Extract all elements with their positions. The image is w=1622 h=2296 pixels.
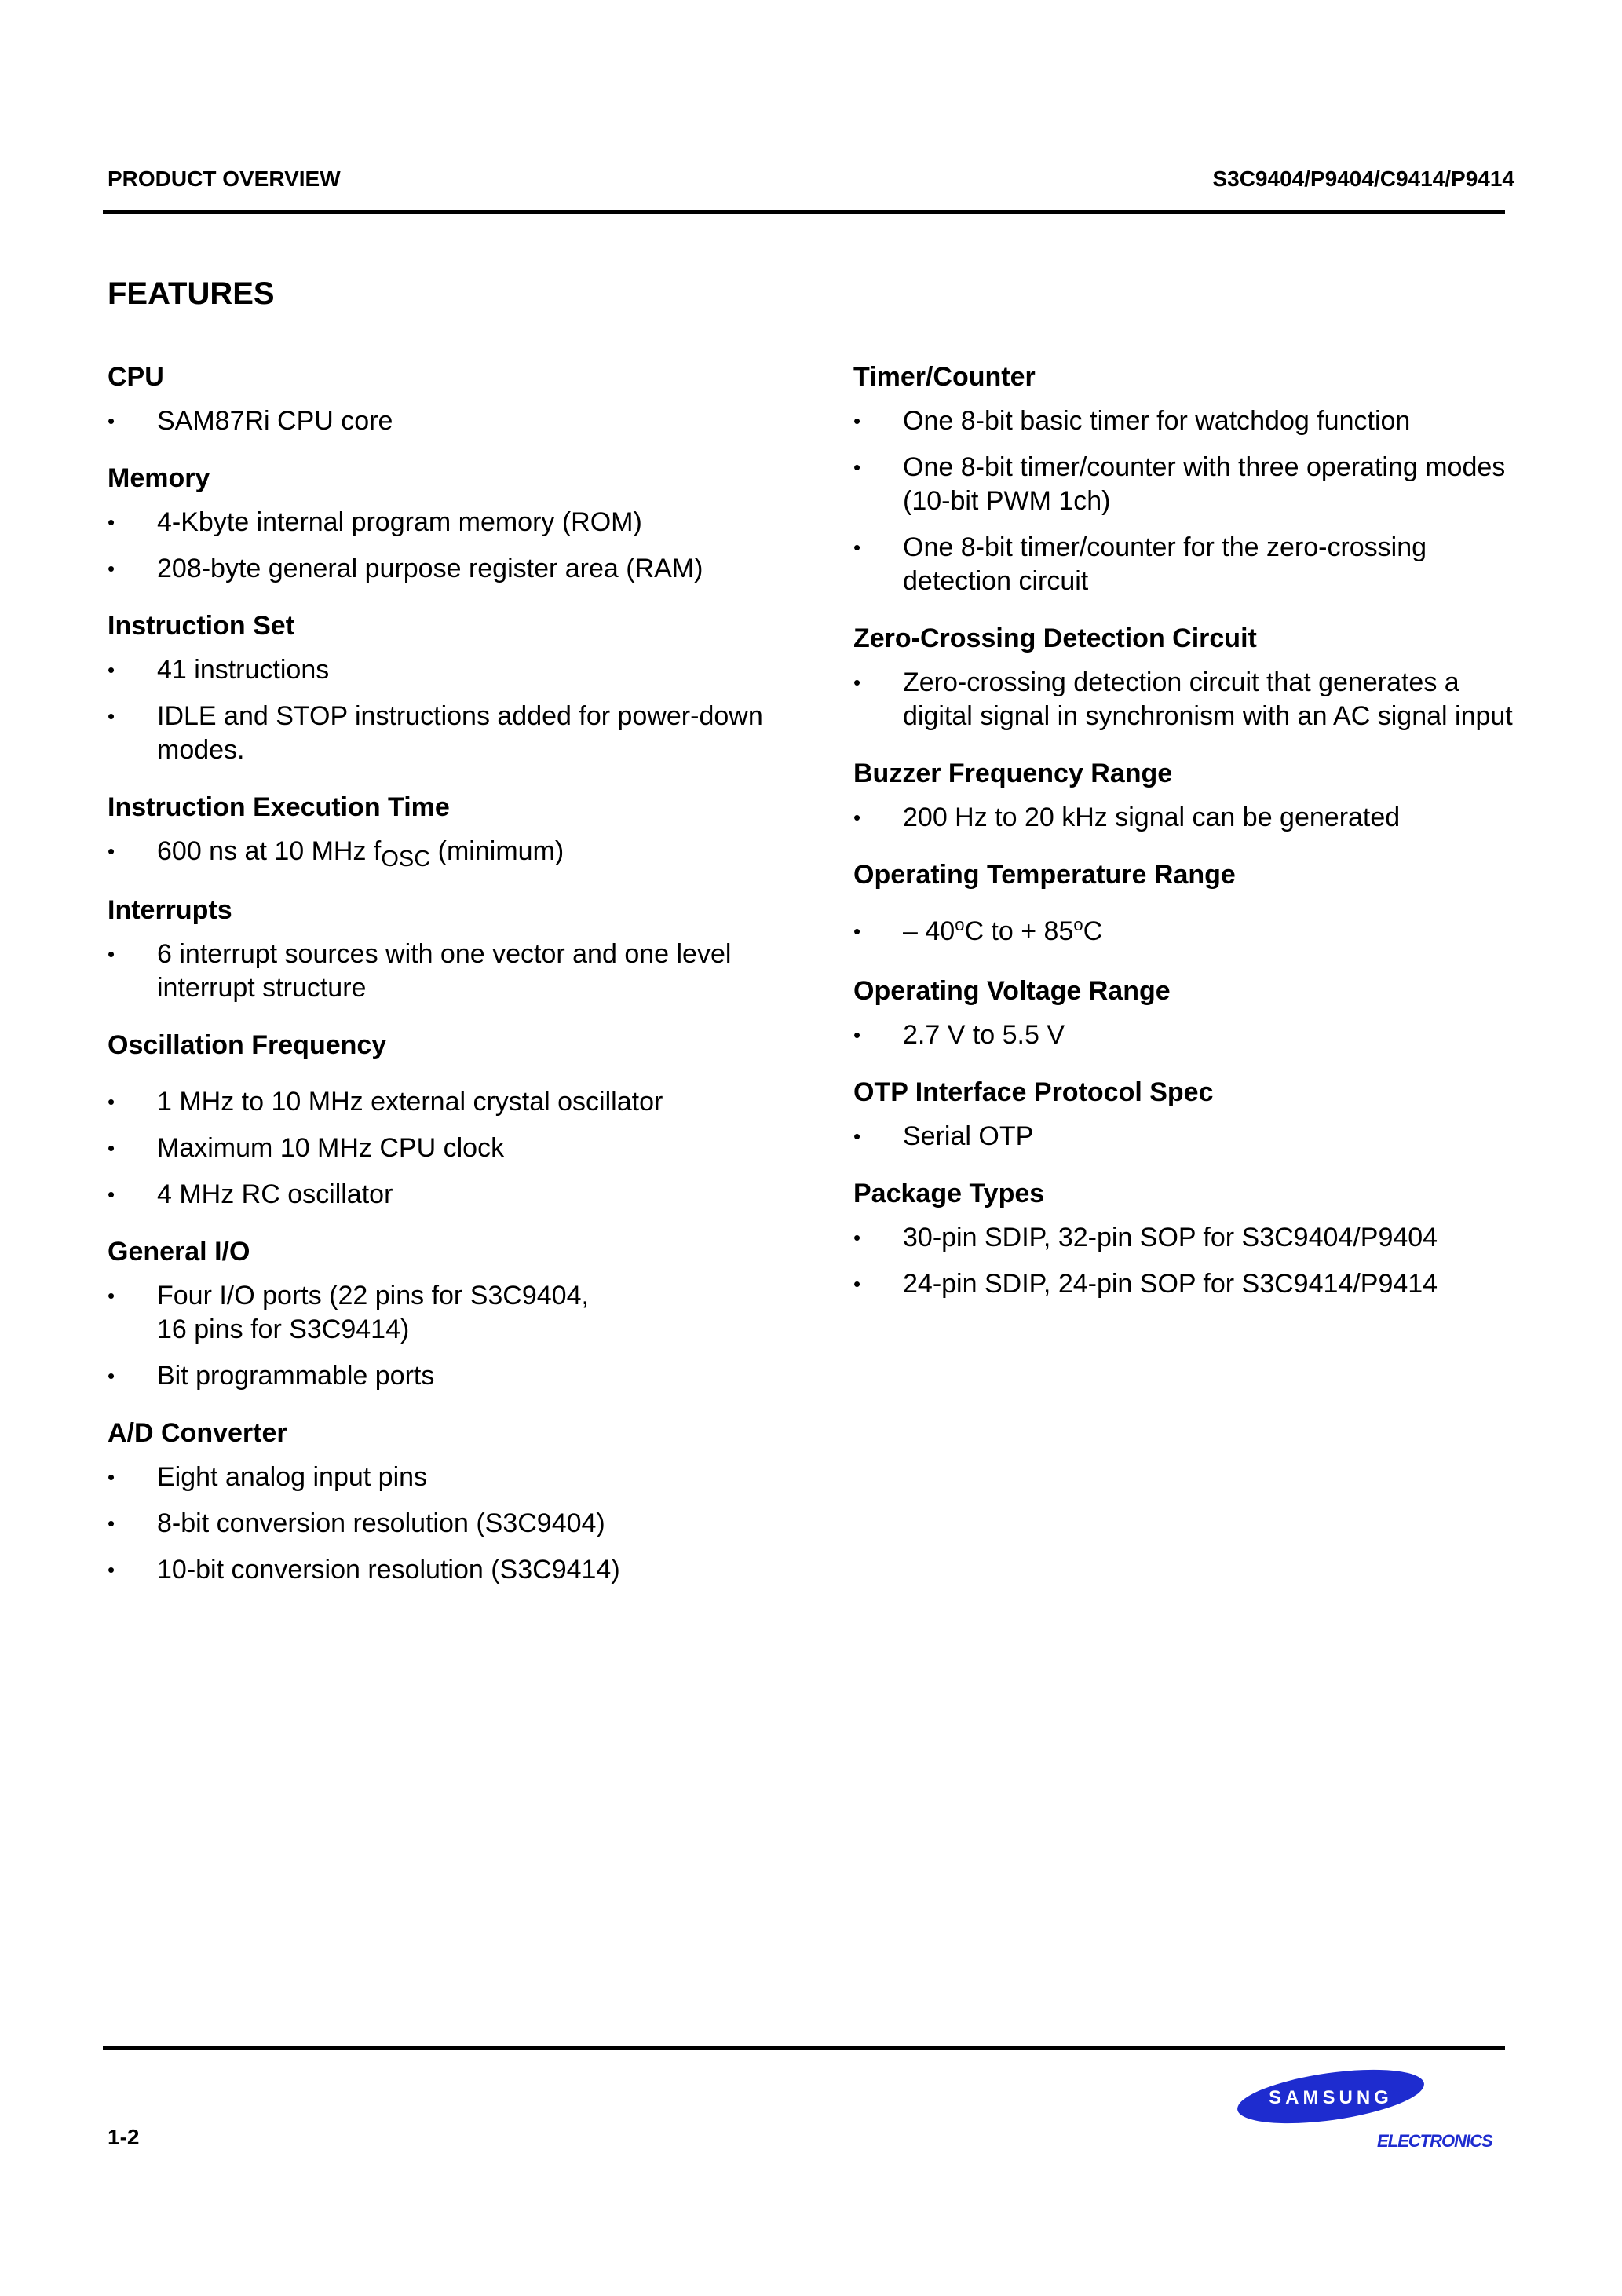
left-column	[108, 360, 798, 1610]
list-item: • One 8-bit timer/counter with three operating modes (10-bit PWM 1ch)	[853, 451, 1513, 518]
temp-low: – 40	[903, 916, 955, 946]
section-otp	[853, 1076, 1513, 1153]
list-item: • 4 MHz RC oscillator	[108, 1178, 798, 1212]
list-item: • SAM87Ri CPU core	[108, 404, 798, 438]
header-part-numbers: S3C9404/P9404/C9414/P9414	[1212, 166, 1514, 191]
section-package	[853, 1177, 1513, 1301]
section-voltage	[853, 974, 1513, 1052]
osc-subscript: OSC	[381, 846, 431, 872]
list-item: • 30-pin SDIP, 32-pin SOP for S3C9404/P9404	[853, 1221, 1513, 1255]
section-buzzer	[853, 757, 1513, 835]
section-interrupts	[108, 894, 798, 1005]
list-item	[108, 835, 798, 870]
list-item: • 24-pin SDIP, 24-pin SOP for S3C9414/P9414	[853, 1267, 1513, 1301]
list-item: • 208-byte general purpose register area (RAM)	[108, 552, 798, 586]
section-heading: OTP Interface Protocol Spec	[853, 1077, 1214, 1107]
io-line-2: 16 pins for S3C9414)	[157, 1314, 410, 1344]
list-item: • 1 MHz to 10 MHz external crystal oscillator	[108, 1085, 798, 1119]
header-rule	[103, 210, 1505, 214]
exec-time-suffix: (minimum)	[430, 836, 564, 866]
section-memory	[108, 462, 798, 586]
section-temperature	[853, 858, 1513, 951]
section-oscillation	[108, 1029, 798, 1212]
temp-high: C to + 85	[964, 916, 1074, 946]
section-heading: Instruction Execution Time	[108, 792, 450, 822]
list-item	[108, 1279, 798, 1347]
section-adc	[108, 1417, 798, 1587]
section-heading: Oscillation Frequency	[108, 1030, 387, 1060]
list-item	[853, 915, 1513, 951]
list-item: • 200 Hz to 20 kHz signal can be generated	[853, 801, 1513, 835]
list-item: • Zero-crossing detection circuit that generates a digital signal in synchronism with an AC signal input	[853, 666, 1513, 733]
list-item: • One 8-bit basic timer for watchdog function	[853, 404, 1513, 438]
section-heading: Operating Temperature Range	[853, 860, 1236, 890]
list-item: • Maximum 10 MHz CPU clock	[108, 1132, 798, 1165]
section-heading: Package Types	[853, 1179, 1045, 1208]
section-heading: Timer/Counter	[853, 362, 1036, 392]
degree-symbol: o	[955, 915, 965, 934]
logo-subtitle: ELECTRONICS	[1377, 2131, 1492, 2151]
page-title: FEATURES	[108, 276, 275, 311]
list-item: • Bit programmable ports	[108, 1359, 798, 1393]
section-general-io	[108, 1235, 798, 1393]
section-heading: Buzzer Frequency Range	[853, 759, 1173, 788]
samsung-logo	[1233, 2065, 1429, 2128]
list-item: • Eight analog input pins	[108, 1461, 798, 1494]
section-heading: Operating Voltage Range	[853, 976, 1171, 1006]
section-zero-crossing	[853, 622, 1513, 733]
section-heading: Interrupts	[108, 895, 232, 925]
temp-unit: C	[1083, 916, 1103, 946]
section-heading: Instruction Set	[108, 611, 295, 641]
io-line-1: Four I/O ports (22 pins for S3C9404,	[157, 1281, 589, 1311]
list-item: • 2.7 V to 5.5 V	[853, 1018, 1513, 1052]
list-item: • 8-bit conversion resolution (S3C9404)	[108, 1507, 798, 1541]
section-heading: A/D Converter	[108, 1418, 287, 1448]
page-header	[108, 166, 1514, 192]
right-column	[853, 360, 1513, 1325]
page-number: 1-2	[108, 2125, 140, 2149]
list-item: • 6 interrupt sources with one vector and one level interrupt structure	[108, 938, 798, 1005]
section-heading: General I/O	[108, 1237, 250, 1267]
list-item: • Serial OTP	[853, 1120, 1513, 1153]
section-heading: Memory	[108, 463, 210, 493]
list-item: • 10-bit conversion resolution (S3C9414)	[108, 1553, 798, 1587]
list-item: • 41 instructions	[108, 653, 798, 687]
header-section-title: PRODUCT OVERVIEW	[108, 166, 341, 191]
logo-text: SAMSUNG	[1269, 2087, 1393, 2108]
section-cpu	[108, 360, 798, 438]
section-instruction-set	[108, 609, 798, 767]
section-timer	[853, 360, 1513, 598]
section-heading: CPU	[108, 362, 164, 392]
section-heading: Zero-Crossing Detection Circuit	[853, 623, 1257, 653]
section-exec-time	[108, 791, 798, 870]
footer-rule	[103, 2046, 1505, 2050]
exec-time-text: 600 ns at 10 MHz f	[157, 836, 382, 866]
degree-symbol: o	[1073, 915, 1083, 934]
list-item: • One 8-bit timer/counter for the zero-crossing detection circuit	[853, 531, 1513, 598]
list-item: • IDLE and STOP instructions added for power-down modes.	[108, 700, 798, 767]
list-item: • 4-Kbyte internal program memory (ROM)	[108, 506, 798, 539]
